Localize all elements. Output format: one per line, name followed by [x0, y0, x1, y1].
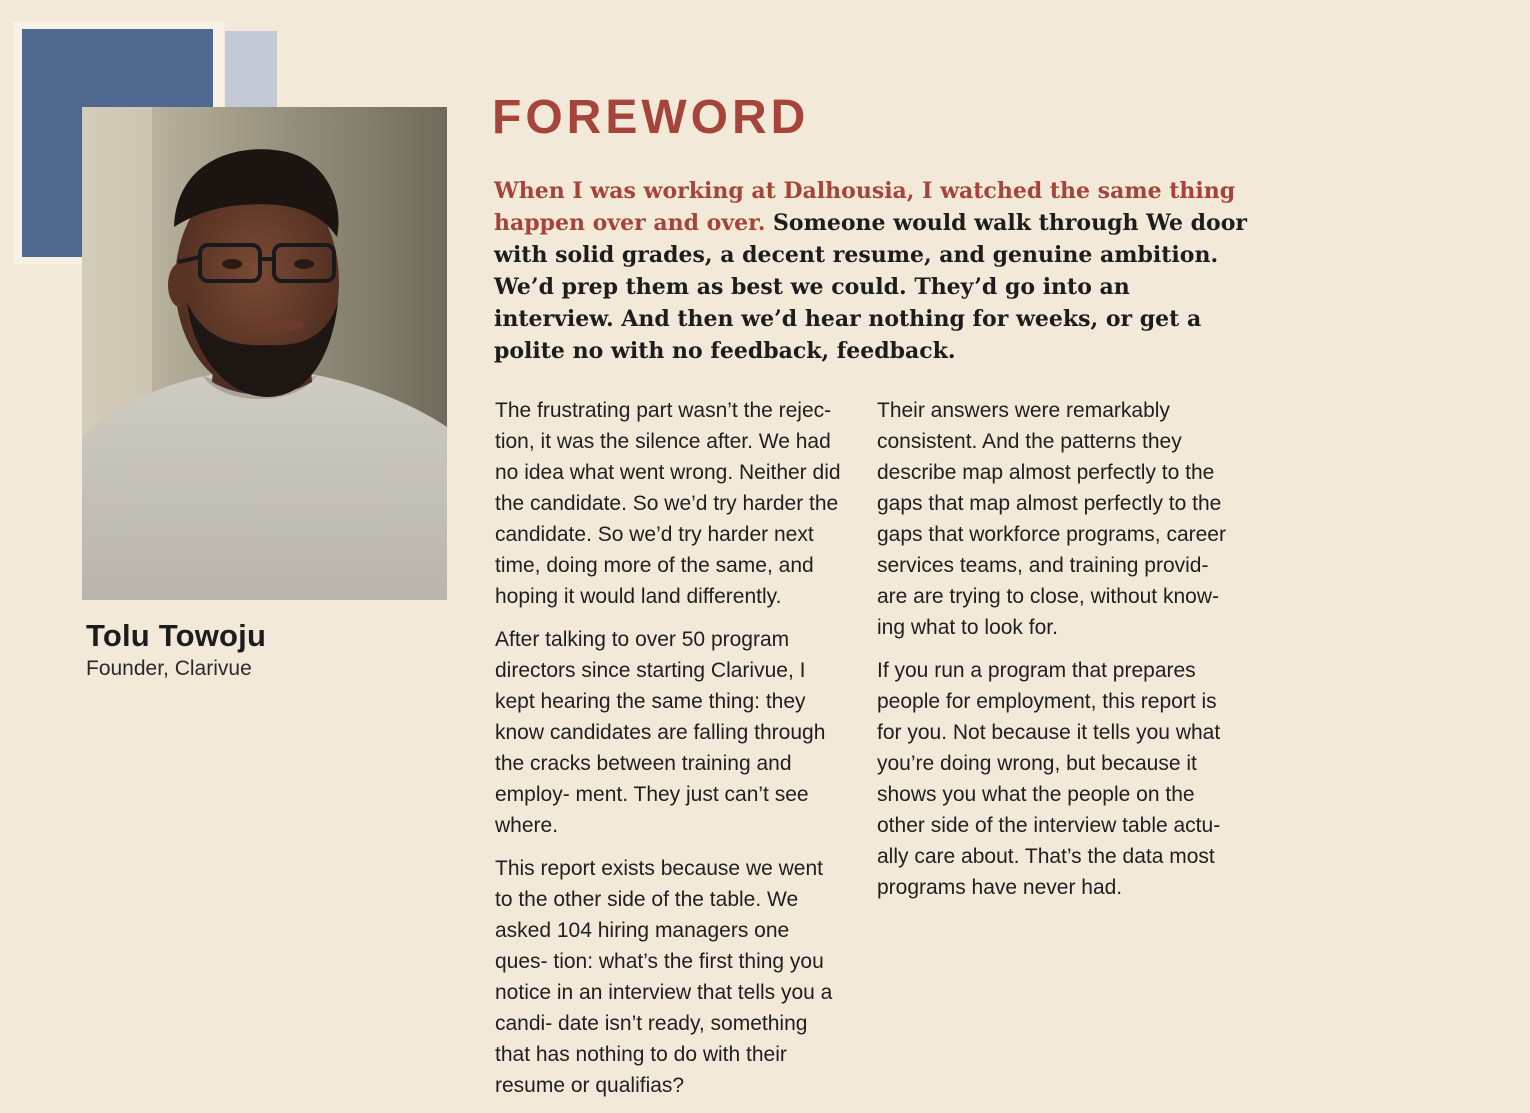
author-name: Tolu Towoju — [86, 618, 267, 653]
body-paragraph: Their answers were remarkably consistent. And the patterns they describe map almost perfectly to the gaps that map almost perfectly to the gaps that workforce programs, career services teams, and training provid- are are trying to close, without know- ing what to look for. — [877, 399, 1226, 639]
page-title: FOREWORD — [492, 91, 810, 144]
lead-body-text: Someone would walk through We door with solid grades, a decent resume, and genuine ambition. We’d prep them as best we could. They’d go into an interview. And then we’d hear nothing for weeks, or get a polite no with no feedback, feedback. — [494, 210, 1247, 364]
author-role: Founder, Clarivue — [86, 657, 252, 680]
decorative-grey-block — [225, 31, 277, 111]
body-column-left — [495, 395, 845, 1113]
body-paragraph: If you run a program that prepares people for employment, this report is for you. Not because it tells you what you’re doing wrong, but because it shows you what the people on the other side of the interview table actu- ally care about. That’s the data most programs have never had. — [877, 659, 1221, 899]
body-column-right — [877, 395, 1232, 915]
body-paragraph: After talking to over 50 program directors since starting Clarivue, I kept hearing the same thing: they know candidates are falling through the cracks between training and employ- ment. They just can’t see where. — [495, 628, 826, 837]
body-paragraph: The frustrating part wasn’t the rejec- tion, it was the silence after. We had no idea what went wrong. Neither did the candidate. So we’d try harder the candidate. So we’d try harder next time, doing more of the same, and hoping it would land differently. — [495, 399, 841, 608]
lead-paragraph — [494, 175, 1254, 367]
lead-accent-text: When I was working at Dalhousia, I watched the same thing happen over and over. — [494, 178, 1236, 236]
body-paragraph: This report exists because we went to the other side of the table. We asked 104 hiring managers one ques- tion: what’s the first thing you notice in an interview that tells you a candi- date isn’t ready, something that has nothing to do with their resume or qualifias? — [495, 857, 833, 1097]
author-photo — [82, 107, 447, 600]
